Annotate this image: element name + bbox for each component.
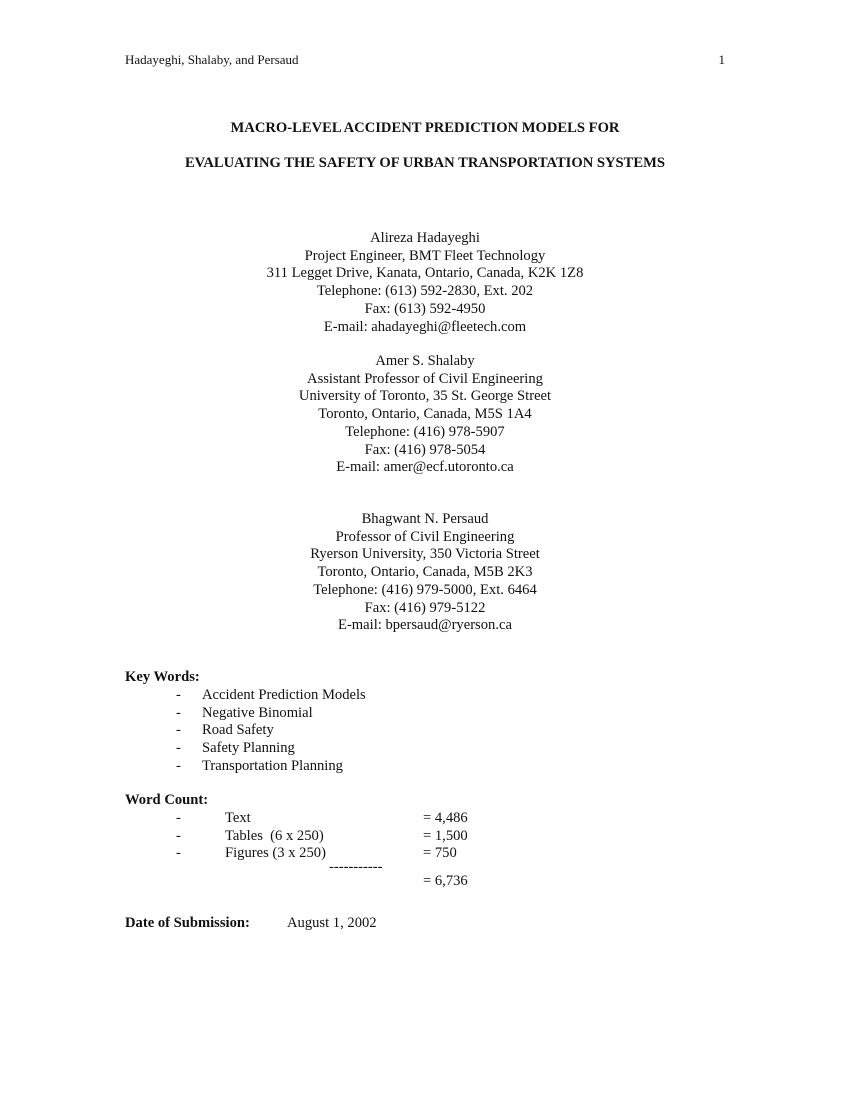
paper-title-line-2: EVALUATING THE SAFETY OF URBAN TRANSPORTATION SYSTEMS (184, 155, 666, 171)
author-address: 311 Legget Drive, Kanata, Ontario, Canada, K2K 1Z8 (266, 265, 584, 282)
keyword-item (125, 686, 366, 705)
bullet-dash: - (176, 757, 181, 774)
author-address-city: Toronto, Ontario, Canada, M5S 1A4 (318, 406, 532, 423)
author-address: Ryerson University, 350 Victoria Street (310, 546, 540, 563)
word-count-value: = 1,500 (423, 827, 468, 844)
keyword-text: Transportation Planning (202, 757, 343, 774)
word-count-label: Text (225, 809, 251, 826)
keywords-heading: Key Words: (125, 669, 200, 685)
paper-title-line-1: MACRO-LEVEL ACCIDENT PREDICTION MODELS FOR (230, 120, 620, 136)
author-address: University of Toronto, 35 St. George Street (298, 388, 552, 405)
author-telephone: Telephone: (416) 978-5907 (345, 423, 505, 440)
author-email: E-mail: amer@ecf.utoronto.ca (336, 459, 514, 476)
submission-date-label: Date of Submission: (125, 915, 250, 931)
author-position: Assistant Professor of Civil Engineering (307, 370, 543, 387)
word-count-total: = 6,736 (423, 873, 468, 890)
sum-rule: ----------- (329, 859, 383, 876)
author-address-city: Toronto, Ontario, Canada, M5B 2K3 (317, 564, 533, 581)
bullet-dash: - (176, 686, 181, 703)
author-name: Bhagwant N. Persaud (361, 511, 489, 527)
word-count-row (125, 809, 468, 828)
author-block-3 (0, 511, 850, 635)
author-fax: Fax: (613) 592-4950 (364, 300, 486, 317)
word-count-section (125, 792, 468, 891)
word-count-heading: Word Count: (125, 792, 209, 808)
author-email: E-mail: ahadayeghi@fleetech.com (323, 318, 527, 335)
page-number: 1 (718, 52, 725, 67)
bullet-dash: - (176, 740, 181, 757)
running-header (125, 52, 725, 67)
author-name: Amer S. Shalaby (375, 353, 475, 369)
bullet-dash: - (176, 704, 181, 721)
keyword-item (125, 722, 274, 740)
bullet-dash: - (176, 827, 181, 844)
keyword-item (125, 740, 295, 758)
keyword-text: Accident Prediction Models (202, 686, 366, 703)
word-count-label: Tables (6 x 250) (225, 827, 324, 844)
running-header-authors: Hadayeghi, Shalaby, and Persaud (125, 52, 299, 67)
keyword-text: Road Safety (202, 722, 274, 739)
keywords-section (125, 669, 366, 776)
author-block-2 (0, 353, 850, 477)
author-fax: Fax: (416) 979-5122 (364, 599, 486, 616)
submission-date-line (125, 915, 377, 932)
word-count-value: = 750 (423, 845, 457, 862)
word-count-label: Figures (3 x 250) (225, 845, 326, 862)
word-count-total-row (125, 873, 468, 891)
author-email: E-mail: bpersaud@ryerson.ca (338, 617, 512, 634)
bullet-dash: - (176, 722, 181, 739)
author-block-1 (0, 230, 850, 336)
author-telephone: Telephone: (613) 592-2830, Ext. 202 (316, 283, 534, 300)
keyword-item (125, 704, 313, 723)
author-fax: Fax: (416) 978-5054 (364, 441, 486, 458)
word-count-row (125, 845, 457, 863)
keyword-item (125, 757, 343, 776)
word-count-row (125, 827, 468, 846)
author-position: Professor of Civil Engineering (335, 528, 515, 545)
author-telephone: Telephone: (416) 979-5000, Ext. 6464 (313, 581, 537, 598)
bullet-dash: - (176, 809, 181, 826)
submission-date-value: August 1, 2002 (287, 915, 377, 931)
word-count-value: = 4,486 (423, 809, 468, 826)
bullet-dash: - (176, 845, 181, 862)
keyword-text: Safety Planning (202, 740, 295, 757)
author-position: Project Engineer, BMT Fleet Technology (304, 247, 546, 264)
keyword-text: Negative Binomial (202, 704, 313, 721)
author-name: Alireza Hadayeghi (370, 230, 480, 246)
word-count-rule-row (125, 859, 383, 876)
